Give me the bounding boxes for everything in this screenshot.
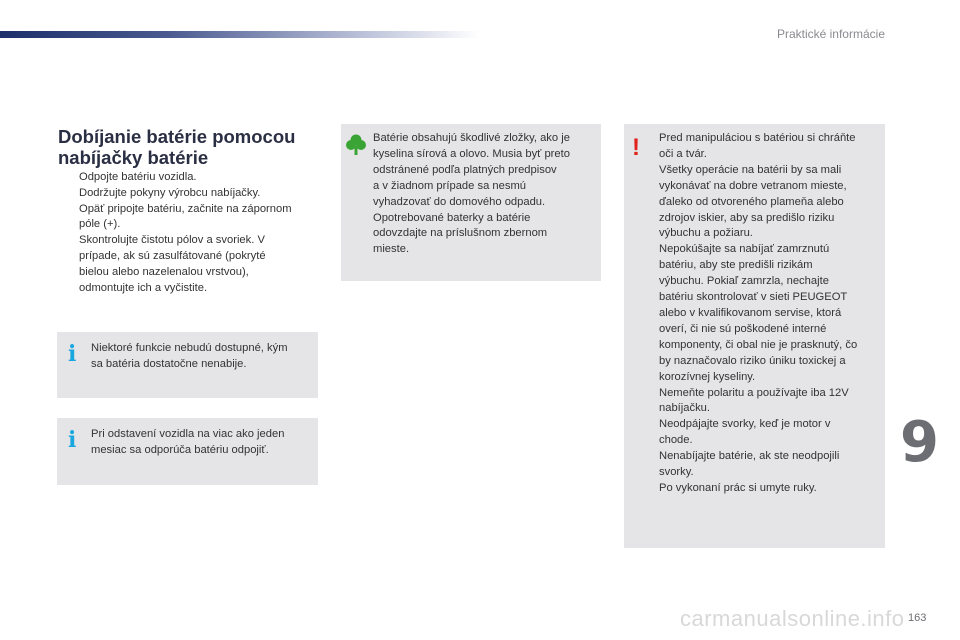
warning-line: Neodpájajte svorky, keď je motor v	[659, 418, 831, 431]
environment-line: Opotrebované baterky a batérie	[373, 211, 531, 224]
environment-line: odstránené podľa platných predpisov	[373, 163, 557, 176]
list-item	[58, 186, 320, 202]
step-line: bielou alebo nazelenalou vrstvou),	[79, 265, 249, 278]
info-box-text	[91, 341, 315, 373]
step-line: prípade, ak sú zasulfátované (pokryté	[79, 249, 266, 262]
info-line: Pri odstavení vozidla na viac ako jeden	[91, 428, 285, 440]
warning-box	[624, 124, 885, 548]
warning-line: by naznačovalo riziko úniku toxickej a	[659, 354, 846, 367]
environment-line: Batérie obsahujú škodlivé zložky, ako je	[373, 132, 570, 144]
warning-line: Pred manipuláciou s batériou si chráňte	[659, 132, 856, 144]
environment-line: odovzdajte na príslušnom zbernom	[373, 227, 548, 240]
list-item	[58, 202, 320, 234]
info-box-storage	[57, 418, 318, 485]
step-line: Opäť pripojte batériu, začnite na zápornom	[79, 202, 292, 215]
warning-line: nabíjačku.	[659, 402, 710, 415]
warning-line: Po vykonaní prác si umyte ruky.	[659, 481, 817, 494]
environment-line: kyselina sírová a olovo. Musia byť preto	[373, 147, 570, 160]
warning-line: batériu, aby ste predišli rizikám	[659, 259, 813, 272]
warning-line: Nenabíjajte batérie, ak ste neodpojili	[659, 450, 840, 463]
chapter-number: 9	[900, 410, 939, 475]
warning-icon: !	[632, 134, 640, 161]
warning-line: Nepokúšajte sa nabíjať zamrznutú	[659, 243, 830, 256]
page-title	[58, 126, 328, 168]
watermark: carmanualsonline.info	[680, 606, 905, 631]
warning-line: výbuchu a požiaru.	[659, 227, 753, 240]
warning-line: korozívnej kyseliny.	[659, 370, 756, 383]
tree-icon	[345, 133, 367, 157]
warning-line: výbuchu. Pokiaľ zamrzla, nechajte	[659, 275, 829, 288]
info-box-text	[91, 427, 315, 459]
info-icon: i	[68, 427, 77, 453]
warning-line: alebo v kvalifikovanom servise, ktorá	[659, 306, 842, 319]
warning-line: overí, či nie sú poškodené interné	[659, 322, 827, 335]
step-line: Odpojte batériu vozidla.	[79, 171, 197, 183]
step-line: Skontrolujte čistotu pólov a svoriek. V	[79, 234, 265, 247]
list-item	[58, 233, 320, 296]
info-box-functions	[57, 332, 318, 398]
info-icon: i	[68, 341, 77, 367]
warning-line: svorky.	[659, 466, 694, 479]
warning-line: batériu skontrolovať v sieti PEUGEOT	[659, 291, 848, 304]
steps-list	[58, 170, 320, 296]
list-item	[58, 170, 320, 186]
environment-box	[341, 124, 601, 281]
step-line: póle (+).	[79, 218, 121, 231]
warning-line: zdrojov iskier, aby sa predišlo riziku	[659, 211, 835, 224]
step-line: Dodržujte pokyny výrobcu nabíjačky.	[79, 186, 261, 199]
warning-line: komponenty, či obal nie je prasknutý, čo	[659, 338, 858, 351]
warning-line: chode.	[659, 434, 693, 447]
environment-text	[373, 131, 599, 258]
title-line-1: Dobíjanie batérie pomocou	[58, 126, 296, 147]
warning-line: Všetky operácie na batérii by sa mali	[659, 163, 842, 176]
info-line: Niektoré funkcie nebudú dostupné, kým	[91, 342, 288, 354]
environment-line: vyhadzovať do domového odpadu.	[373, 195, 546, 208]
page-number: 163	[908, 612, 927, 624]
warning-line: oči a tvár.	[659, 147, 707, 160]
step-line: odmontujte ich a vyčistite.	[79, 281, 208, 294]
warning-line: ďaleko od otvoreného plameňa alebo	[659, 195, 844, 208]
environment-line: mieste.	[373, 243, 410, 256]
title-line-2: nabíjačky batérie	[58, 147, 209, 168]
environment-line: a v žiadnom prípade sa nesmú	[373, 179, 526, 192]
section-title: Praktické informácie	[776, 27, 885, 41]
info-line: mesiac sa odporúča batériu odpojiť.	[91, 443, 269, 456]
header-gradient-bar	[0, 31, 480, 38]
warning-line: vykonávať na dobre vetranom mieste,	[659, 179, 847, 192]
info-line: sa batéria dostatočne nenabije.	[91, 357, 247, 370]
warning-text	[659, 131, 883, 497]
warning-line: Nemeňte polaritu a používajte iba 12V	[659, 386, 849, 399]
